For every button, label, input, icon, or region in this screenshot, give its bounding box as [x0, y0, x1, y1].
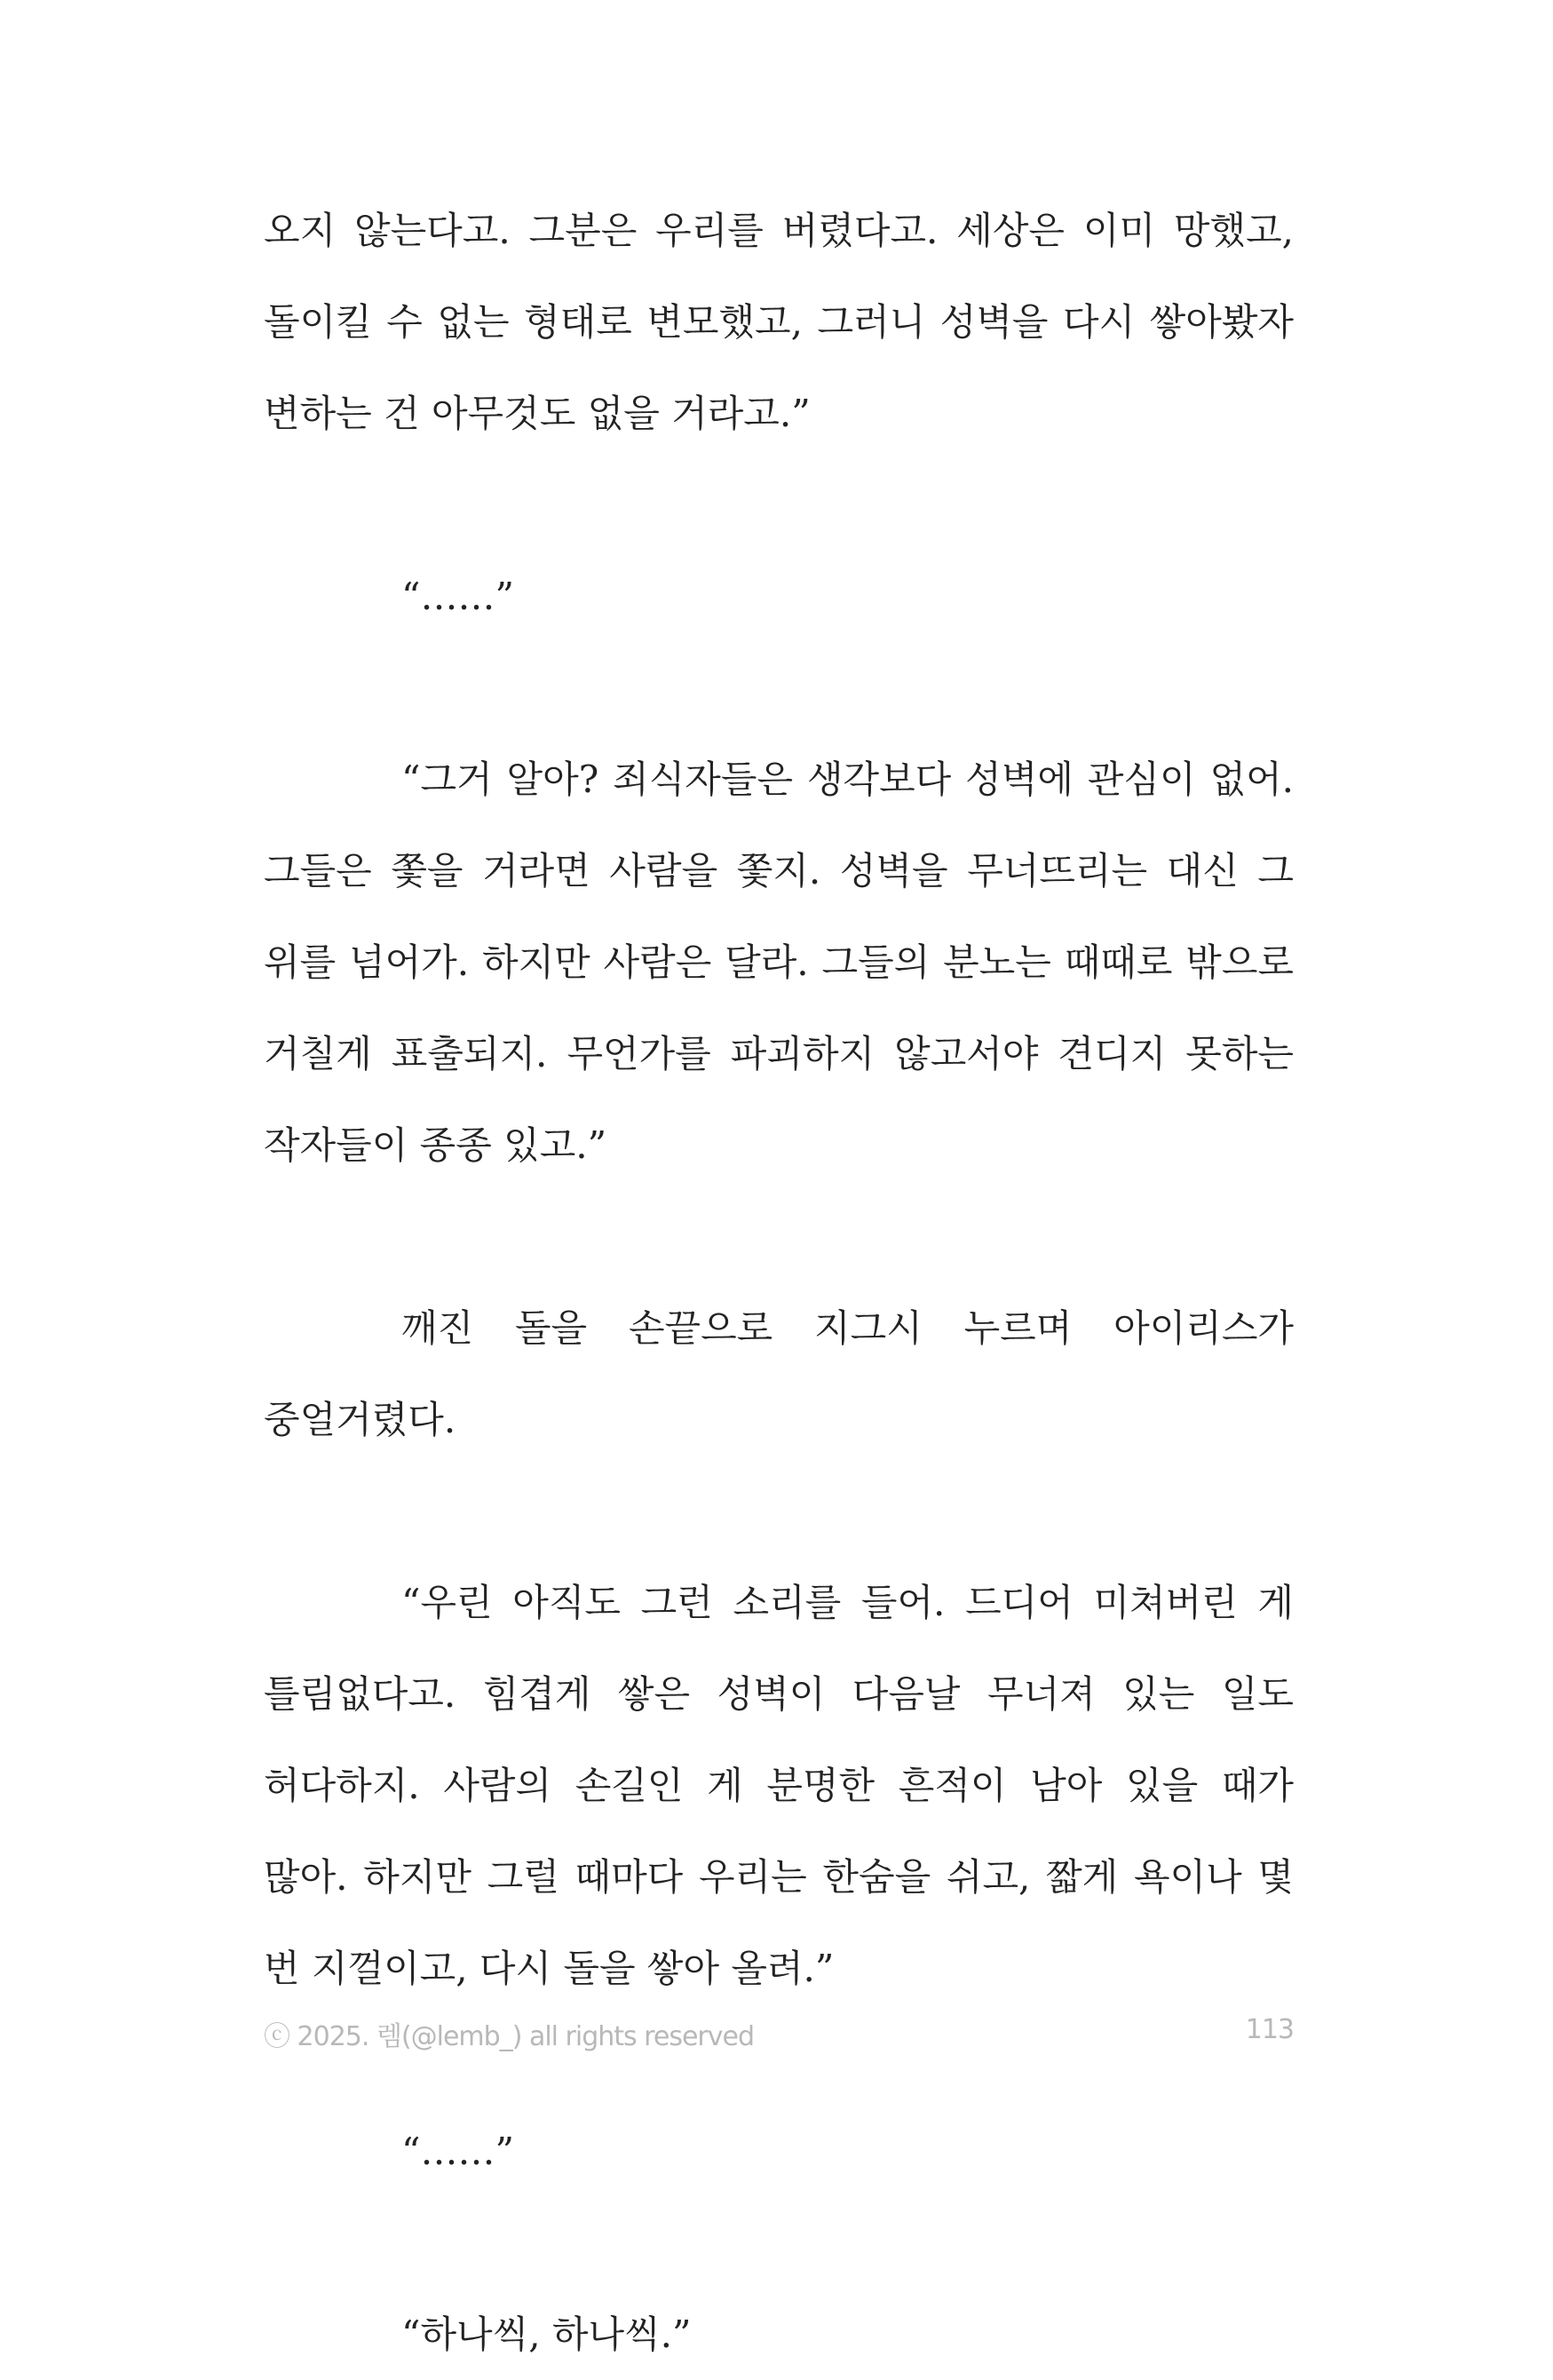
copyright-notice: ⓒ 2025. 렘(@lemb_) all rights reserved — [264, 2021, 754, 2052]
paragraph-4: 깨진 돌을 손끝으로 지그시 누르며 아이리스가 중얼거렸다. — [264, 1306, 1294, 1441]
paragraph-5: “우린 아직도 그런 소리를 들어. 드디어 미쳐버린 게 틀림없다고. 힘겹게 쌓은 성벽이 다음날 무너져 있는 일도 허다하지. 사람의 손길인 게 분명한 흔적이 남아 있을 때가 많아. 하지만 그럴 때마다 우리는 한숨을 쉬고, 짧게 욕이나 몇 번 지껄이고, 다시 돌을 쌓아 올려.” — [264, 1581, 1294, 1990]
paragraph-2: “……” — [401, 575, 514, 618]
paragraph-6: “……” — [401, 2130, 514, 2173]
page-number: 113 — [1245, 2014, 1294, 2045]
paragraph-3: “그거 알아? 죄식자들은 생각보다 성벽에 관심이 없어. 그들은 쫓을 거라면 사람을 쫓지. 성벽을 무너뜨리는 대신 그 위를 넘어가. 하지만 사람은 달라. 그들의 분노는 때때로 밖으로 거칠게 표출되지. 무언가를 파괴하지 않고서야 견디지 못하는 작자들이 종종 있고.” — [264, 758, 1294, 1167]
page-footer — [264, 2014, 1294, 2053]
paragraph-1: 오지 않는다고. 그분은 우리를 버렸다고. 세상은 이미 망했고, 돌이킬 수 없는 형태로 변모했고, 그러니 성벽을 다시 쌓아봤자 변하는 건 아무것도 없을 거라고.” — [264, 209, 1294, 435]
paragraph-7: “하나씩, 하나씩.” — [401, 2313, 692, 2356]
